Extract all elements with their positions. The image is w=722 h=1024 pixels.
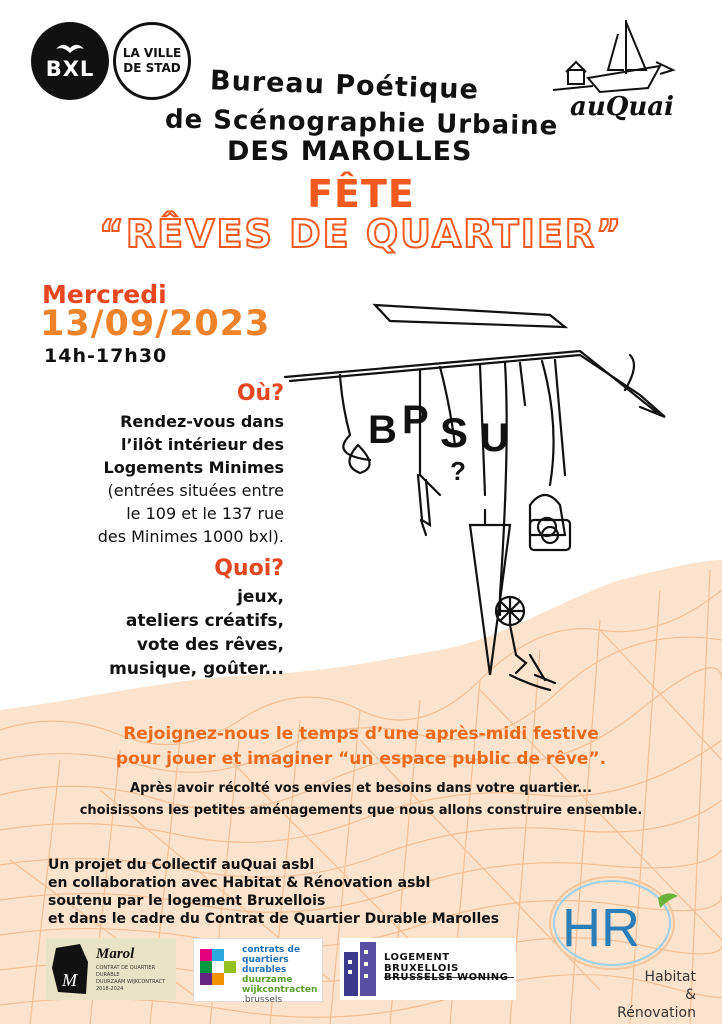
list-item: jeux, <box>237 587 284 607</box>
marol-logo <box>46 938 176 1000</box>
bpsu-letter-s: S <box>440 409 469 456</box>
marol-shape-icon <box>50 942 90 996</box>
bxl-label: BXL <box>45 57 95 81</box>
lb-line-1: LOGEMENT BRUXELLOIS <box>384 952 514 978</box>
cqd-line-5: .brussels <box>242 995 283 1005</box>
cqd-squares-icon <box>198 947 238 991</box>
subtext <box>0 778 722 822</box>
cqd-line-2: quartiers durables <box>242 955 289 975</box>
bxl-logo <box>31 22 109 100</box>
where-line-5: le 109 et le 137 rue <box>126 504 284 523</box>
cqd-logo <box>193 938 323 1005</box>
where-line-1: Rendez-vous dans <box>120 412 284 431</box>
ville-de-stad-logo <box>113 22 191 100</box>
credits-line-1: Un projet du Collectif auQuai asbl <box>48 857 315 873</box>
list-item: vote des rêves, <box>136 635 284 655</box>
cqd-text <box>242 945 322 1005</box>
bpsu-letter-p: P <box>402 398 429 442</box>
event-date: 13/09/2023 <box>40 304 271 344</box>
marol-years: 2018-2024 <box>96 986 124 992</box>
hr-letters: HR <box>562 898 640 958</box>
marol-subtitle <box>96 965 174 993</box>
title-line-2: de Scénographie Urbaine <box>164 104 559 142</box>
what-list <box>40 585 284 681</box>
event-fete: FÊTE <box>307 172 415 216</box>
event-name: “RÊVES DE QUARTIER” <box>98 212 624 256</box>
title-line-1: Bureau Poétique <box>209 65 480 106</box>
title-line-3: DES MAROLLES <box>227 136 473 167</box>
marol-sub-1: CONTRAT DE QUARTIER DURABLE <box>96 965 156 978</box>
bpsu-mobile-illustration <box>280 295 680 715</box>
ville-line-1: LA VILLE <box>122 46 182 60</box>
credits-line-2: en collaboration avec Habitat & Rénovation asbl <box>48 875 431 891</box>
where-line-4: (entrées situées entre <box>107 481 284 500</box>
where-line-6: des Minimes 1000 bxl). <box>97 527 284 546</box>
lb-line-2: BRUSSELSE WONING <box>384 972 509 983</box>
what-label: Quoi? <box>214 556 284 581</box>
invitation-text <box>0 722 722 772</box>
marol-name: Marol <box>96 946 135 962</box>
cqd-line-4: wijkcontracten <box>242 985 318 995</box>
bird-icon <box>55 41 85 55</box>
bpsu-letter-u: U <box>480 416 509 460</box>
svg-text:M: M <box>62 970 77 990</box>
question-mark: ? <box>450 456 466 486</box>
subtext-line-1: Après avoir récolté vos envies et besoins dans votre quartier... <box>130 781 592 796</box>
marol-sub-2: DUURZAAM WIJKCONTRACT <box>96 979 166 985</box>
event-hours: 14h-17h30 <box>44 345 168 367</box>
cqd-line-3: duurzame <box>242 975 293 985</box>
auquai-wordmark: auQuai <box>570 92 675 122</box>
bpsu-letter-b: B <box>368 408 397 452</box>
logement-bruxellois-logo <box>340 938 516 1000</box>
list-item: ateliers créatifs, <box>125 611 284 631</box>
hr-line-2: & Rénovation <box>617 987 696 1021</box>
invitation-line-1: Rejoignez-nous le temps d’une après-midi festive <box>123 724 599 744</box>
subtext-line-2: choisissons les petites aménagements que nous allons construire ensemble. <box>79 803 643 818</box>
where-text <box>40 410 284 548</box>
credits-line-4: et dans le cadre du Contrat de Quartier Durable Marolles <box>48 911 500 927</box>
credits <box>48 856 499 928</box>
list-item: musique, goûter... <box>109 659 284 679</box>
where-line-2: l’ilôt intérieur des <box>120 435 284 454</box>
credits-line-3: soutenu par le logement Bruxellois <box>48 893 326 909</box>
invitation-line-2: pour jouer et imaginer “un espace public de rêve”. <box>115 749 607 769</box>
building-icon <box>342 940 380 998</box>
cqd-line-1: contrats de <box>242 945 301 955</box>
ville-line-2: DE STAD <box>123 61 181 75</box>
hr-text <box>610 968 696 1022</box>
event-day: Mercredi <box>42 280 167 309</box>
where-label: Où? <box>236 381 284 406</box>
where-line-3: Logements Minimes <box>103 458 284 477</box>
hr-line-1: Habitat <box>644 969 696 985</box>
